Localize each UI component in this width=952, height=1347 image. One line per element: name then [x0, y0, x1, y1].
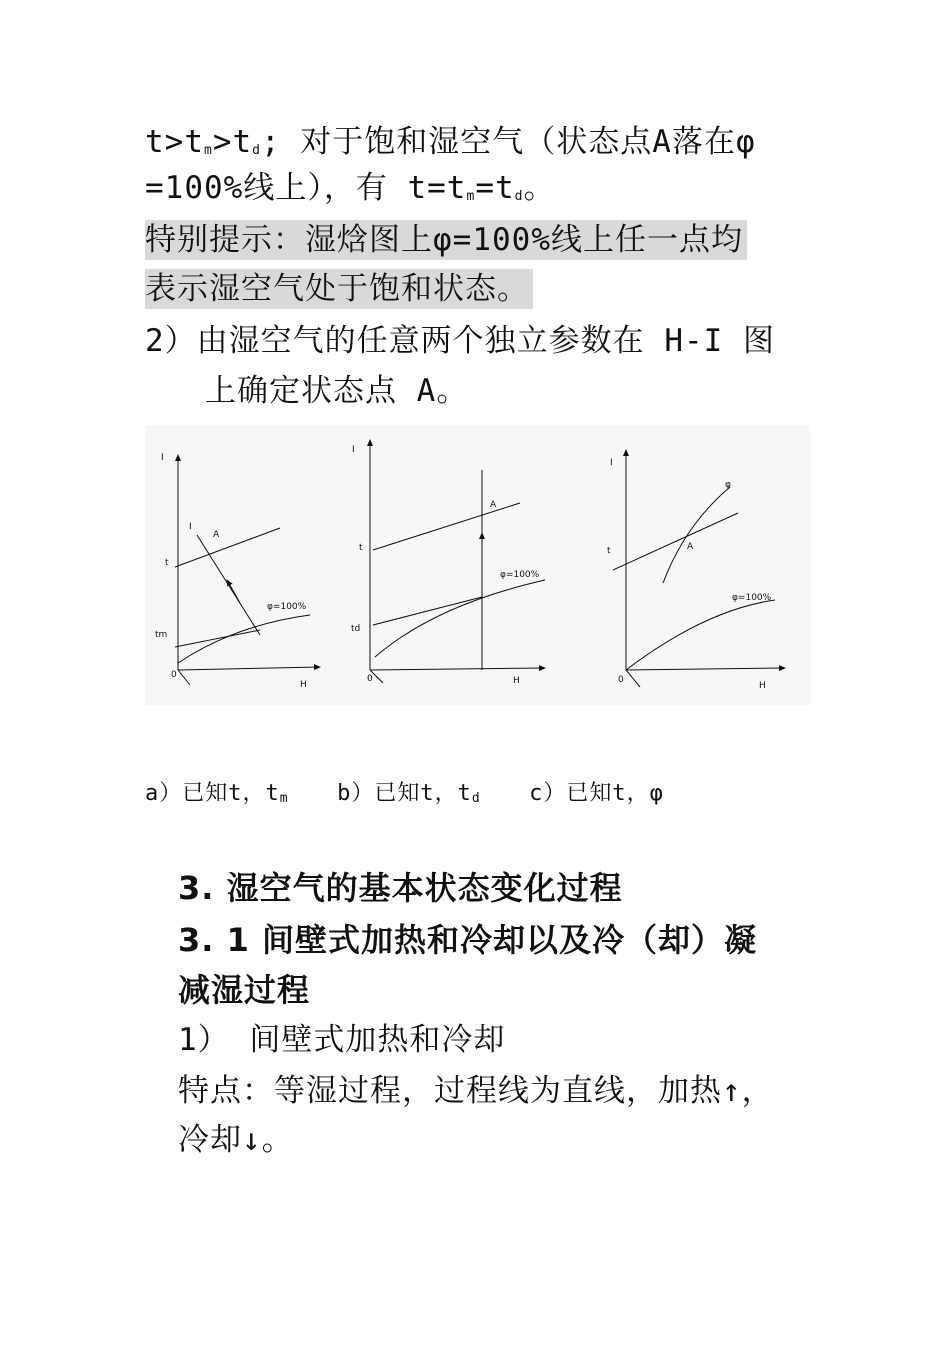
- special-hint-line-2: [145, 267, 533, 311]
- special-hint-line-1: [145, 218, 747, 262]
- subscript: d: [471, 791, 481, 806]
- caption-b: b）已知t，t: [337, 781, 472, 806]
- label-phi-100: φ=100%: [732, 593, 772, 603]
- figure-caption: [145, 776, 664, 807]
- section-heading-3-1-line-2: 减湿过程: [178, 971, 311, 1009]
- step-2-line-1: 2）由湿空气的任意两个独立参数在 H-I 图: [145, 323, 775, 359]
- subscript: m: [204, 143, 213, 158]
- subscript: d: [514, 189, 524, 204]
- feature-line-1: 特点：等湿过程，过程线为直线，加热↑，: [178, 1073, 774, 1109]
- label-a: A: [490, 500, 497, 510]
- text-fragment: =100%线上），有 t=t: [145, 170, 467, 206]
- figure-background: [145, 425, 810, 705]
- text-fragment: >t: [212, 124, 253, 160]
- label-h: H: [513, 676, 520, 686]
- section-heading-3: 3. 湿空气的基本状态变化过程: [178, 869, 623, 907]
- section-heading-3-1-line-1: 3. 1 间壁式加热和冷却以及冷（却）凝: [178, 921, 757, 959]
- label-a: A: [687, 542, 694, 552]
- label-origin: 0: [367, 674, 373, 684]
- text-fragment: ; 对于饱和湿空气（状态点A落在φ: [260, 124, 756, 160]
- label-origin: 0: [171, 670, 177, 680]
- label-td: td: [351, 624, 361, 634]
- step-2-line-2: 上确定状态点 A。: [205, 373, 469, 409]
- hi-diagram-figure: [145, 425, 810, 705]
- subscript: d: [252, 143, 261, 158]
- label-phi-100: φ=100%: [267, 602, 307, 612]
- label-h: H: [300, 680, 307, 690]
- label-i: I: [161, 453, 164, 463]
- label-h: H: [759, 681, 766, 691]
- subscript: m: [466, 189, 476, 204]
- label-phi-100: φ=100%: [500, 570, 540, 580]
- label-t: t: [359, 543, 363, 553]
- label-t: t: [165, 558, 169, 568]
- label-phi: φ: [725, 480, 731, 490]
- label-i: I: [352, 445, 355, 455]
- text-fragment: =t: [475, 170, 515, 206]
- label-tm: tm: [155, 630, 168, 640]
- item-1-heading: 1） 间壁式加热和冷却: [178, 1022, 506, 1058]
- caption-a: a）已知t，t: [145, 781, 280, 806]
- text-fragment: t>t: [145, 124, 204, 160]
- text-fragment: 。: [523, 170, 556, 206]
- feature-line-2: 冷却↓。: [178, 1122, 294, 1158]
- label-i: I: [610, 458, 613, 468]
- caption-c: c）已知t，φ: [529, 781, 664, 806]
- hi-diagrams-svg: [145, 425, 810, 705]
- label-i-line: I: [189, 522, 192, 532]
- highlighted-text: 表示湿空气处于饱和状态。: [145, 269, 533, 309]
- label-t: t: [607, 546, 611, 556]
- text-line-2: [145, 166, 555, 219]
- highlighted-text: 特别提示：湿焓图上φ=100%线上任一点均: [145, 220, 747, 260]
- label-origin: 0: [618, 675, 624, 685]
- subscript: m: [279, 791, 289, 806]
- label-a: A: [213, 530, 220, 540]
